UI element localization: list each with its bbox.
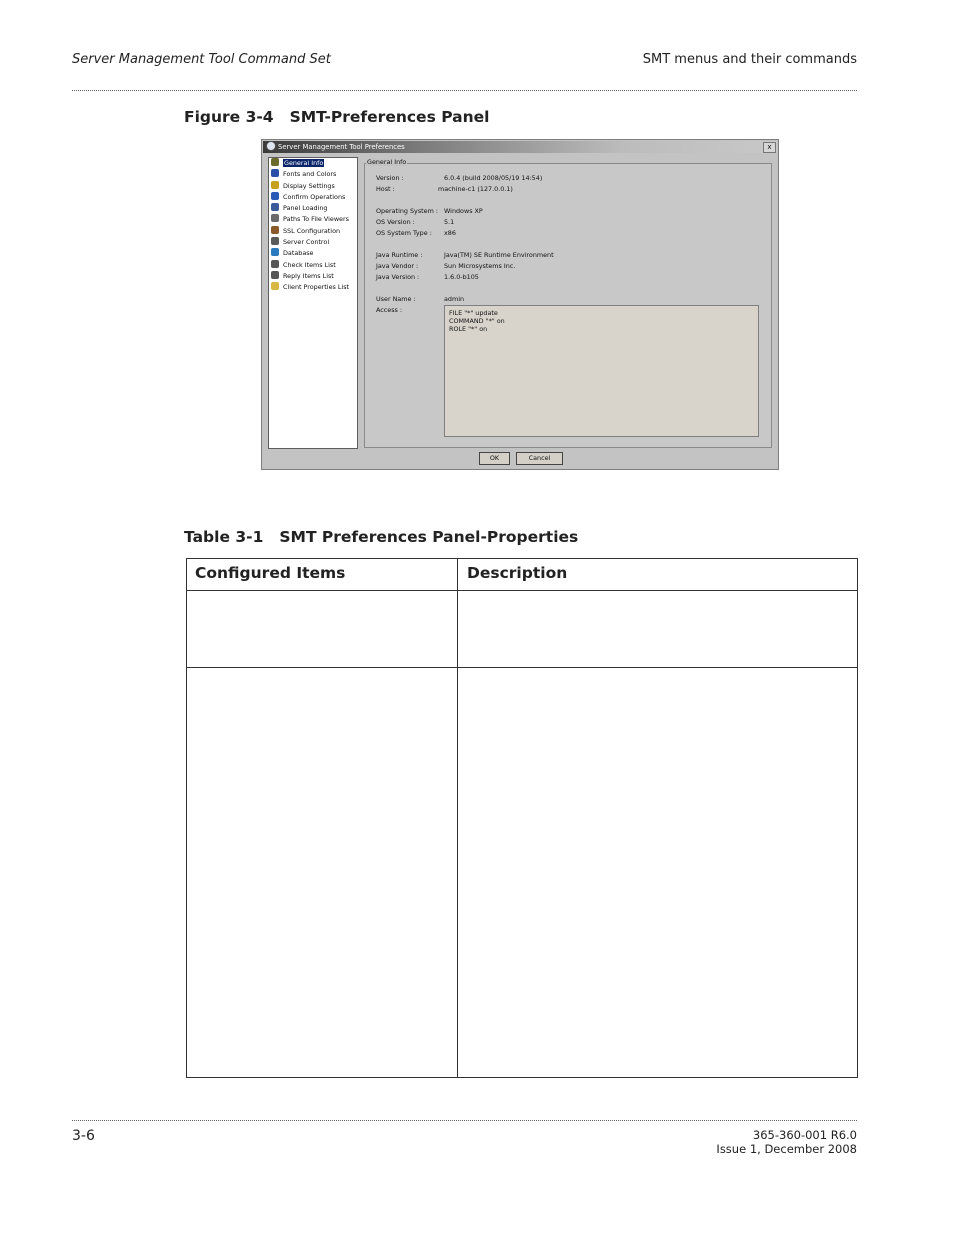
- group-title: General Info: [367, 158, 407, 166]
- nav-item-label: Fonts and Colors: [283, 170, 337, 179]
- nav-item-label: General Info: [284, 159, 324, 167]
- info-value-java-runtime: Java(TM) SE Runtime Environment: [444, 251, 554, 259]
- info-value-java-vendor: Sun Microsystems Inc.: [444, 262, 516, 270]
- nav-item[interactable]: [269, 282, 357, 293]
- column-header-description: Description: [467, 564, 568, 582]
- column-divider: [457, 559, 458, 1077]
- running-header-title: Server Management Tool Command Set: [72, 52, 331, 67]
- close-button[interactable]: x: [763, 142, 776, 153]
- footer-doc-info: [716, 1128, 857, 1156]
- nav-item[interactable]: [269, 181, 357, 192]
- access-label: Access :: [376, 306, 403, 314]
- nav-item[interactable]: [269, 214, 357, 225]
- properties-table: [186, 558, 858, 1078]
- info-value-user: admin: [444, 295, 465, 303]
- nav-item[interactable]: [269, 248, 357, 259]
- paths-icon: [271, 214, 279, 222]
- nav-item-label: Panel Loading: [283, 204, 328, 213]
- figure-title: SMT-Preferences Panel: [289, 108, 490, 126]
- info-label-java-runtime: Java Runtime :: [376, 251, 423, 259]
- access-line: FILE "*" update: [449, 309, 498, 317]
- header-rule: [72, 90, 857, 91]
- nav-item[interactable]: [269, 226, 357, 237]
- info-value-os-version: 5.1: [444, 218, 455, 226]
- folder-icon: [271, 282, 279, 290]
- access-textarea[interactable]: [444, 305, 759, 437]
- preferences-dialog: [261, 139, 779, 470]
- nav-item-label: SSL Configuration: [283, 226, 341, 235]
- fonts-icon: [271, 169, 279, 177]
- footer-rule: [72, 1120, 857, 1121]
- info-value-host: machine-c1 (127.0.0.1): [438, 185, 513, 193]
- nav-item[interactable]: [269, 169, 357, 180]
- nav-item[interactable]: [269, 203, 357, 214]
- dialog-titlebar: [263, 141, 777, 153]
- page-number: 3-6: [72, 1128, 95, 1144]
- access-line: COMMAND "*" on: [449, 317, 505, 326]
- nav-item-label: Display Settings: [283, 181, 335, 190]
- confirm-icon: [271, 192, 279, 200]
- table-number: Table 3-1: [184, 528, 264, 546]
- header-row-divider: [187, 590, 857, 591]
- figure-number: Figure 3-4: [184, 108, 274, 126]
- info-value-os-type: x86: [444, 229, 456, 237]
- info-label-java-vendor: Java Vendor :: [376, 262, 419, 270]
- doc-number: 365-360-001 R6.0: [752, 1128, 857, 1142]
- nav-item[interactable]: [269, 158, 357, 169]
- nav-item-label: Server Control: [283, 238, 330, 247]
- table-caption: [184, 528, 578, 546]
- nav-item[interactable]: [269, 260, 357, 271]
- info-value-version: 6.0.4 (build 2008/05/19 14:54): [444, 174, 543, 182]
- preferences-nav-list: [268, 157, 358, 449]
- panel-icon: [271, 203, 279, 211]
- database-icon: [271, 248, 279, 256]
- cancel-button[interactable]: Cancel: [516, 452, 563, 465]
- info-label-version: Version :: [376, 174, 404, 182]
- info-label-os: Operating System :: [376, 207, 438, 215]
- column-header-configured-items: Configured Items: [195, 564, 346, 582]
- info-label-os-type: OS System Type :: [376, 229, 432, 237]
- info-label-java-version: Java Version :: [376, 273, 420, 281]
- nav-item[interactable]: [269, 192, 357, 203]
- app-icon: [266, 141, 276, 151]
- info-value-java-version: 1.6.0-b105: [444, 273, 479, 281]
- nav-item-label: Confirm Operations: [283, 192, 346, 201]
- running-header-section: SMT menus and their commands: [642, 52, 857, 67]
- info-label-os-version: OS Version :: [376, 218, 415, 226]
- access-line: ROLE "*" on: [449, 325, 488, 334]
- nav-item[interactable]: [269, 271, 357, 282]
- server-icon: [271, 237, 279, 245]
- dialog-title: Server Management Tool Preferences: [278, 143, 405, 151]
- figure-caption: [184, 108, 489, 126]
- nav-item-label: Reply Items List: [283, 271, 334, 280]
- nav-item[interactable]: [269, 237, 357, 248]
- reply-gear-icon: [271, 271, 279, 279]
- display-icon: [271, 181, 279, 189]
- nav-item-label: Database: [283, 249, 314, 258]
- info-label-host: Host :: [376, 185, 395, 193]
- info-value-os: Windows XP: [444, 207, 483, 215]
- gear-icon: [271, 260, 279, 268]
- issue-date: Issue 1, December 2008: [716, 1142, 857, 1156]
- table-title: SMT Preferences Panel-Properties: [279, 528, 579, 546]
- ssl-icon: [271, 226, 279, 234]
- ok-button[interactable]: OK: [479, 452, 510, 465]
- nav-item-label: Check Items List: [283, 260, 336, 269]
- nav-item-label: Client Properties List: [283, 283, 350, 292]
- info-label-user: User Name :: [376, 295, 416, 303]
- row-divider: [187, 667, 857, 668]
- nav-item-label: Paths To File Viewers: [283, 215, 349, 224]
- sun-icon: [271, 158, 279, 166]
